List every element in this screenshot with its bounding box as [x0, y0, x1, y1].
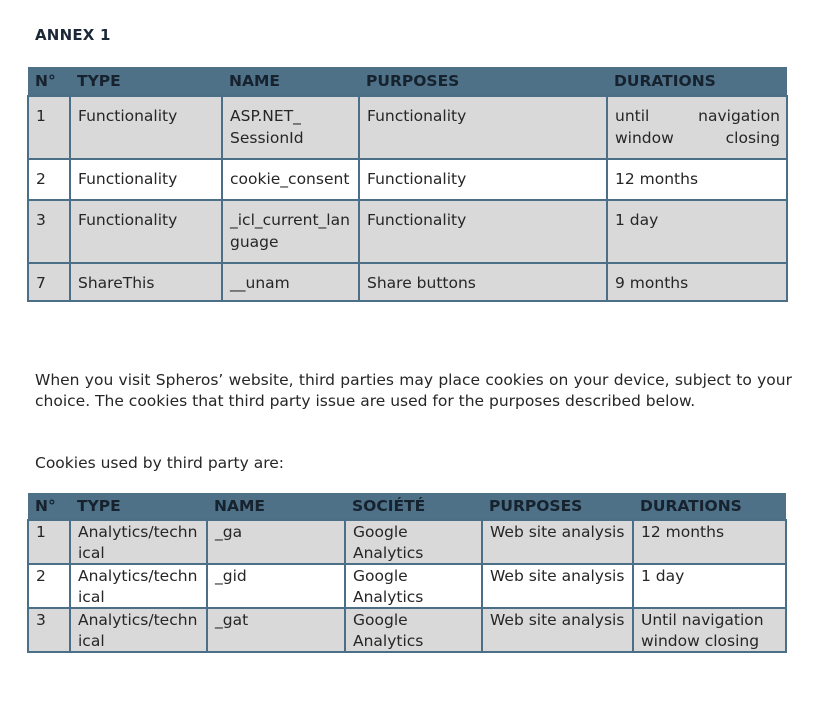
cell-durations: 9 months — [607, 263, 787, 301]
cell-type: Functionality — [70, 200, 222, 263]
header-purposes: PURPOSES — [359, 67, 607, 96]
cell-purposes: Functionality — [359, 200, 607, 263]
table-row — [28, 520, 786, 564]
cell-purposes: Share buttons — [359, 263, 607, 301]
cell-purposes: Functionality — [359, 96, 607, 159]
table-row — [28, 96, 787, 159]
header-no: N° — [28, 67, 70, 96]
header-purposes: PURPOSES — [482, 493, 633, 520]
cell-type: Functionality — [70, 159, 222, 200]
cell-type: Analytics/technical — [70, 520, 207, 564]
cell-no: 2 — [28, 159, 70, 200]
cell-no: 3 — [28, 608, 70, 652]
cell-name: _gid — [207, 564, 345, 608]
header-name: NAME — [222, 67, 359, 96]
table-header-row — [28, 67, 787, 96]
header-durations: DURATIONS — [607, 67, 787, 96]
cell-purposes: Web site analysis — [482, 520, 633, 564]
table-row — [28, 564, 786, 608]
third-party-cookies-table — [27, 493, 787, 653]
header-type: TYPE — [70, 67, 222, 96]
cell-durations: 1 day — [633, 564, 786, 608]
cell-name: ASP.NET_ SessionId — [222, 96, 359, 159]
header-no: N° — [28, 493, 70, 520]
table-row — [28, 608, 786, 652]
header-type: TYPE — [70, 493, 207, 520]
cell-name: __unam — [222, 263, 359, 301]
cell-name: cookie_consent — [222, 159, 359, 200]
cell-durations: 12 months — [607, 159, 787, 200]
cell-name: _ga — [207, 520, 345, 564]
cell-type: ShareThis — [70, 263, 222, 301]
table-row — [28, 159, 787, 200]
cell-societe: Google Analytics — [345, 608, 482, 652]
table-header-row — [28, 493, 786, 520]
header-name: NAME — [207, 493, 345, 520]
cell-no: 7 — [28, 263, 70, 301]
cell-name: _icl_current_language — [222, 200, 359, 263]
first-party-cookies-table — [27, 67, 788, 302]
cell-type: Analytics/technical — [70, 608, 207, 652]
cell-societe: Google Analytics — [345, 520, 482, 564]
table-row — [28, 200, 787, 263]
cell-no: 3 — [28, 200, 70, 263]
table-row — [28, 263, 787, 301]
cell-durations: Until navigation window closing — [633, 608, 786, 652]
cell-no: 1 — [28, 520, 70, 564]
cell-no: 1 — [28, 96, 70, 159]
cell-purposes: Web site analysis — [482, 564, 633, 608]
header-societe: SOCIÉTÉ — [345, 493, 482, 520]
cell-purposes: Web site analysis — [482, 608, 633, 652]
third-party-list-label: Cookies used by third party are: — [35, 454, 284, 472]
annex-title: ANNEX 1 — [35, 26, 111, 44]
cell-durations: 1 day — [607, 200, 787, 263]
cell-type: Functionality — [70, 96, 222, 159]
cell-durations: 12 months — [633, 520, 786, 564]
cell-name: _gat — [207, 608, 345, 652]
third-party-intro-paragraph: When you visit Spheros’ website, third parties may place cookies on your device, subject to your choice. The cookies that third party issue are used for the purposes described below. — [35, 371, 792, 410]
cell-no: 2 — [28, 564, 70, 608]
header-durations: DURATIONS — [633, 493, 786, 520]
cell-durations: until navigation window closing — [607, 96, 787, 159]
cell-type: Analytics/technical — [70, 564, 207, 608]
cell-purposes: Functionality — [359, 159, 607, 200]
cell-societe: Google Analytics — [345, 564, 482, 608]
